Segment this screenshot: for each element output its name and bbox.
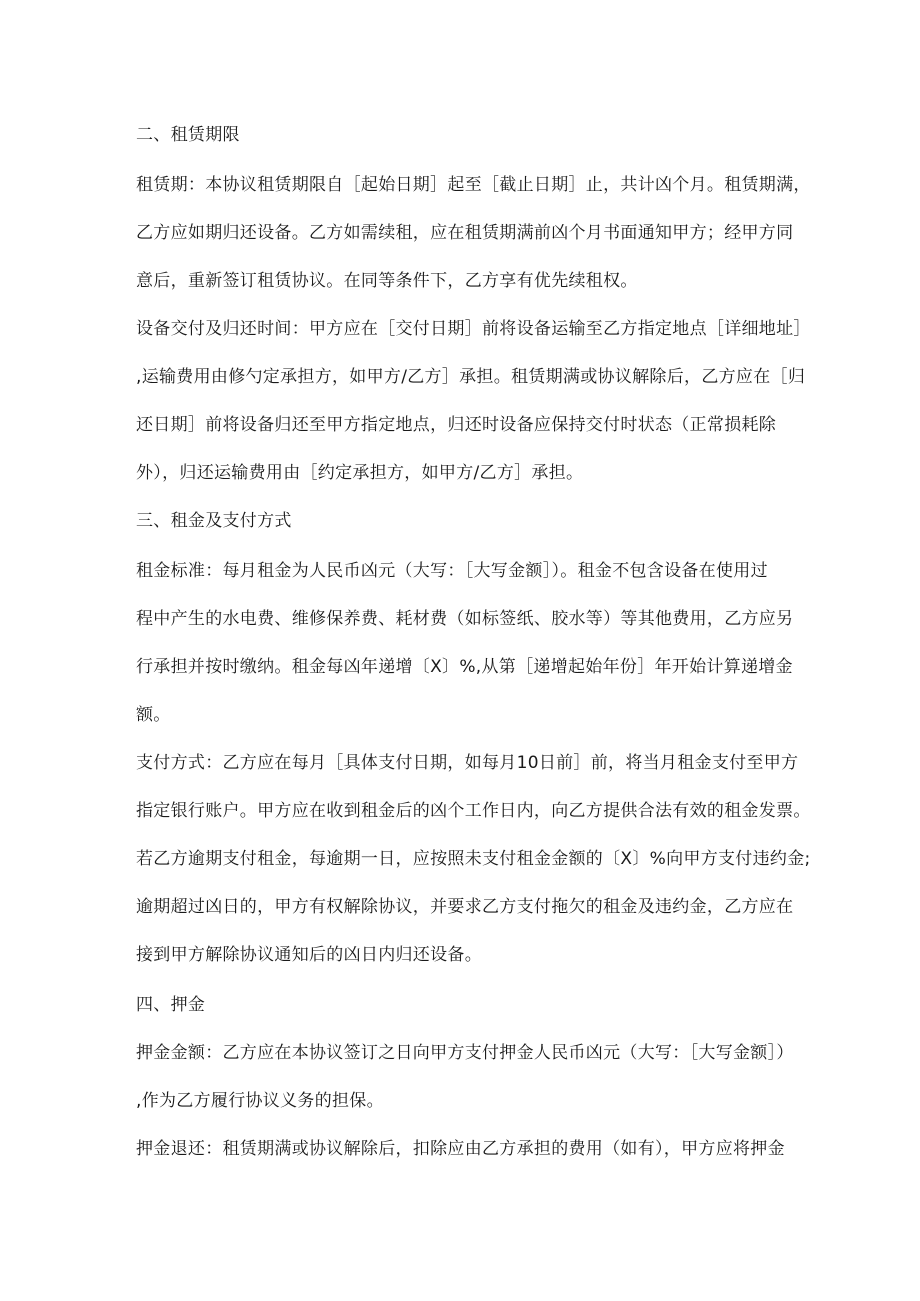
paragraph-line: 行承担并按时缴纳。租金每凶年递增〔X〕%,从第［递增起始年份］年开始计算递增金 bbox=[136, 657, 793, 677]
paragraph-line: 指定银行账户。甲方应在收到租金后的凶个工作日内，向乙方提供合法有效的租金发票。 bbox=[136, 801, 811, 821]
paragraph-line: 乙方应如期归还设备。乙方如需续租，应在租赁期满前凶个月书面通知甲方；经甲方同 bbox=[136, 223, 794, 243]
paragraph-line: 接到甲方解除协议通知后的凶日内归还设备。 bbox=[136, 945, 482, 965]
paragraph-line: ,运输费用由修勺定承担方，如甲方/乙方］承担。租赁期满或协议解除后，乙方应在［归 bbox=[136, 367, 806, 387]
section-heading-rent-payment: 三、租金及支付方式 bbox=[136, 511, 292, 531]
paragraph-line: 租赁期：本协议租赁期限自［起始日期］起至［截止日期］止，共计凶个月。租赁期满， bbox=[136, 175, 811, 195]
paragraph-line: 外），归还运输费用由［约定承担方，如甲方/乙方］承担。 bbox=[136, 463, 584, 483]
section-heading-deposit: 四、押金 bbox=[136, 995, 206, 1015]
paragraph-line: 押金金额：乙方应在本协议签订之日向甲方支付押金人民币凶元（大写：［大写金额］） bbox=[136, 1043, 794, 1063]
paragraph-line: 逾期超过凶日的，甲方有权解除协议，并要求乙方支付拖欠的租金及违约金，乙方应在 bbox=[136, 897, 794, 917]
paragraph-line: 押金退还：租赁期满或协议解除后，扣除应由乙方承担的费用（如有），甲方应将押金 bbox=[136, 1139, 785, 1159]
paragraph-line: 还日期］前将设备归还至甲方指定地点，归还时设备应保持交付时状态（正常损耗除 bbox=[136, 415, 777, 435]
paragraph-line: ,作为乙方履行协议义务的担保。 bbox=[136, 1091, 384, 1111]
paragraph-line: 若乙方逾期支付租金，每逾期一日，应按照未支付租金金额的〔X〕%向甲方支付违约金; bbox=[136, 849, 811, 869]
paragraph-line: 支付方式：乙方应在每月［具体支付日期，如每月10日前］前，将当月租金支付至甲方 bbox=[136, 753, 799, 773]
paragraph-line: 额。 bbox=[136, 705, 171, 725]
paragraph-line: 设备交付及归还时间：甲方应在［交付日期］前将设备运输至乙方指定地点［详细地址］ bbox=[136, 319, 811, 339]
section-heading-lease-term: 二、租赁期限 bbox=[136, 125, 240, 145]
paragraph-line: 程中产生的水电费、维修保养费、耗材费（如标签纸、胶水等）等其他费用，乙方应另 bbox=[136, 609, 794, 629]
paragraph-line: 意后，重新签订租赁协议。在同等条件下，乙方享有优先续租权。 bbox=[136, 271, 638, 291]
paragraph-line: 租金标准：每月租金为人民币凶元（大写：［大写金额］）。租金不包含设备在使用过 bbox=[136, 561, 768, 581]
